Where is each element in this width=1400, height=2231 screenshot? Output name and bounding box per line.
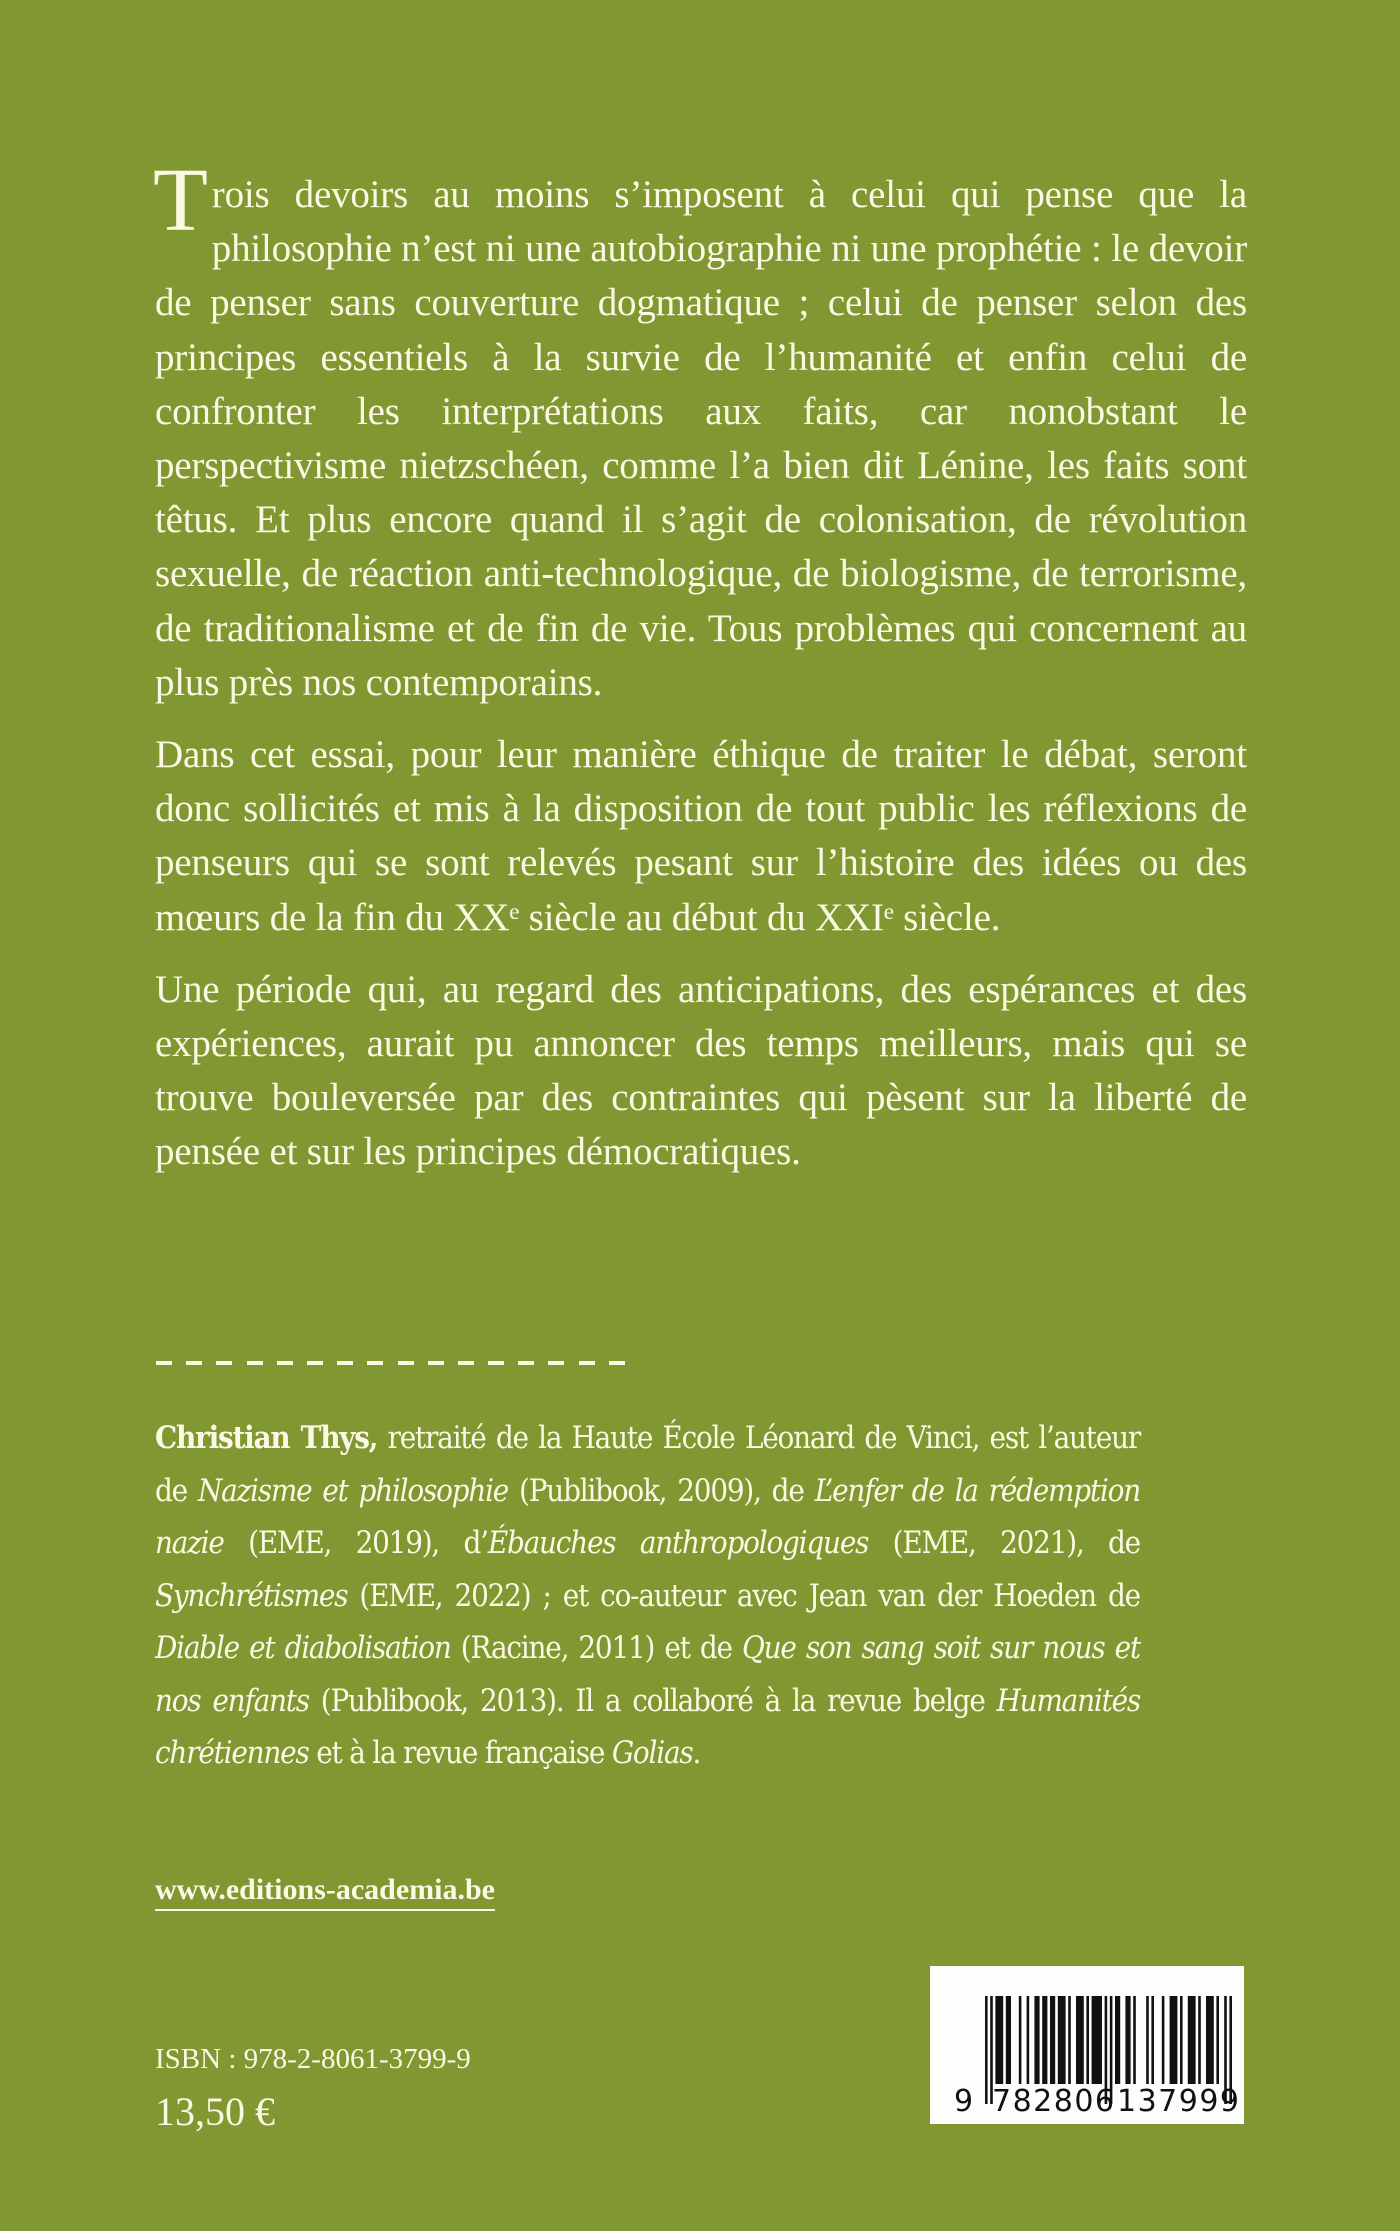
barcode-bar xyxy=(1042,1996,1047,2084)
barcode-left-digits: 782806 xyxy=(992,2084,1116,2119)
separator-dash xyxy=(428,1361,444,1365)
barcode-bar xyxy=(1115,1996,1120,2084)
bio-text: (EME, 2019), d’ xyxy=(223,1525,488,1561)
book-title: Golias xyxy=(611,1735,693,1771)
barcode-bar xyxy=(1180,1996,1183,2084)
barcode-first-digit: 9 xyxy=(954,2084,974,2119)
separator-dash xyxy=(156,1361,172,1365)
blurb-paragraph-1-text: rois devoirs au moins s’imposent à celui qui pense que la philosophie n’est ni une autobiographie ni une prophétie : le devoir de penser sans couverture dogmatique ; celui de penser selon des principes essentiels à la survie de l’humanité et enfin celui de confronter les interprétations aux faits, car nonobstant le perspectivisme nietzschéen, comme l’a bien dit Lénine, les faits sont têtus. Et plus encore quand il s’agit de colonisation, de révolution sexuelle, de réaction anti-technologique, de biologisme, de terrorisme, de traditionalisme et de fin de vie. Tous problèmes qui concernent au plus près nos contemporains. xyxy=(155,173,1247,704)
barcode-graphic xyxy=(930,1966,1244,2124)
barcode-bar xyxy=(1151,1996,1154,2084)
blurb-paragraph-3: Une période qui, au regard des anticipations, des espérances et des expériences, aurait pu annoncer des temps meilleurs, mais qui se trouve bouleversée par des contraintes qui pèsent sur la liberté de pensée et sur les principes démocratiques. xyxy=(155,967,1247,1174)
barcode-bar xyxy=(1188,1996,1196,2084)
book-title: Nazisme et philosophie xyxy=(197,1472,509,1509)
barcode-bar xyxy=(1216,1996,1219,2084)
barcode-bar xyxy=(1027,1996,1030,2084)
author-bio xyxy=(155,1412,1140,1780)
separator-dash xyxy=(216,1361,232,1365)
barcode-bar xyxy=(995,1996,1003,2084)
isbn-label: ISBN : 978-2-8061-3799-9 xyxy=(155,2043,471,2075)
separator-dash xyxy=(398,1361,414,1365)
barcode-bar xyxy=(1068,1996,1071,2084)
separator-dash xyxy=(579,1361,595,1365)
book-title: Humanités chrétiennes xyxy=(155,1682,1140,1771)
barcode-bar xyxy=(1133,1996,1136,2084)
price-label: 13,50 € xyxy=(155,2089,275,2134)
bio-text: (Publibook, 2009), de xyxy=(508,1472,815,1509)
book-title: L’enfer de la rédemption nazie xyxy=(155,1472,1140,1561)
publisher-website-link[interactable]: www.editions-academia.be xyxy=(155,1872,495,1911)
separator-dash xyxy=(186,1361,202,1365)
separator-dash xyxy=(277,1361,293,1365)
barcode-bar xyxy=(1034,1996,1039,2084)
dropcap-letter: T xyxy=(153,151,208,250)
separator-dash xyxy=(458,1361,474,1365)
barcode-bar xyxy=(1146,1996,1149,2084)
author-bio-paragraph xyxy=(155,1412,1140,1780)
barcode-bar xyxy=(1006,1996,1011,2084)
separator-dash xyxy=(367,1361,383,1365)
barcode-bar xyxy=(1125,1996,1130,2084)
barcode-bar xyxy=(1162,1996,1165,2084)
bio-text: (EME, 2022) ; et co-auteur avec Jean van der Hoeden de xyxy=(347,1577,1140,1614)
bio-text: et à la revue française xyxy=(308,1735,612,1771)
blurb-paragraph-2: Dans cet essai, pour leur manière éthique de traiter le débat, seront donc sollicités et mis à la disposition de tout public les réflexions de penseurs qui se sont relevés pesant sur l’histoire des idées ou des mœurs de la fin du XXᵉ siècle au début du XXIᵉ siècle. xyxy=(155,733,1247,939)
bio-text: (Publibook, 2013). Il a collaboré à la revue belge xyxy=(308,1682,997,1719)
book-title: Synchrétismes xyxy=(155,1577,348,1614)
separator-dash xyxy=(609,1361,625,1365)
book-title: Que son sang soit sur nous et nos enfants xyxy=(155,1630,1140,1719)
separator-dash xyxy=(307,1361,323,1365)
barcode-bar xyxy=(1019,1996,1022,2084)
barcode xyxy=(930,1966,1244,2124)
bio-text: . xyxy=(692,1735,701,1771)
barcode-bar xyxy=(1198,1996,1201,2084)
separator-dash xyxy=(488,1361,504,1365)
bio-text: retraité de la Haute École Léonard de Vinci, est l’auteur de xyxy=(155,1420,1140,1509)
barcode-bar xyxy=(1170,1996,1178,2084)
barcode-bar xyxy=(1206,1996,1214,2084)
barcode-bar xyxy=(1076,1996,1084,2084)
back-cover-blurb xyxy=(153,151,1247,1198)
bio-text: (EME, 2021), de xyxy=(868,1525,1140,1561)
book-title: Ébauches anthropologiques xyxy=(487,1525,869,1561)
barcode-bar xyxy=(1092,1996,1102,2084)
separator-dash xyxy=(518,1361,534,1365)
separator-dash xyxy=(247,1361,263,1365)
barcode-bar xyxy=(1050,1996,1055,2084)
dashed-separator xyxy=(156,1361,625,1365)
barcode-right-digits: 137999 xyxy=(1117,2084,1241,2119)
barcode-bar xyxy=(1058,1996,1066,2084)
barcode-bar xyxy=(985,1996,988,2104)
separator-dash xyxy=(548,1361,564,1365)
bio-text: (Racine, 2011) et de xyxy=(450,1630,742,1666)
blurb-paragraph-1 xyxy=(153,151,1247,710)
author-name: Christian Thys, xyxy=(155,1420,378,1456)
book-title: Diable et diabolisation xyxy=(155,1630,451,1666)
separator-dash xyxy=(337,1361,353,1365)
barcode-bar xyxy=(1086,1996,1089,2084)
